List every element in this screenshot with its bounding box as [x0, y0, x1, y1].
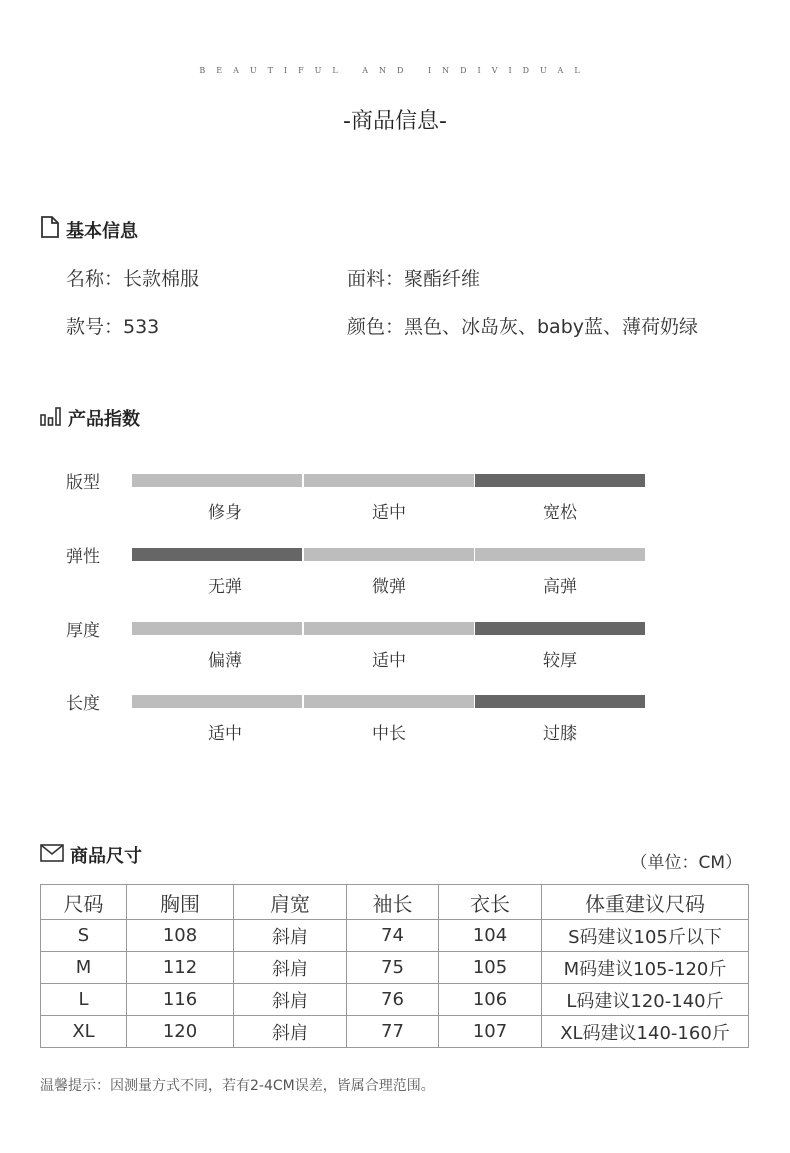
index-option-label: 高弹: [543, 577, 577, 597]
document-icon: [40, 216, 60, 243]
table-cell: M: [41, 952, 127, 984]
index-option-label: 过膝: [543, 724, 577, 744]
table-cell: S码建议105斤以下: [542, 920, 749, 952]
index-bar-segment: [475, 548, 645, 561]
product-name: 名称：长款棉服: [66, 268, 200, 290]
table-cell: 107: [439, 1016, 542, 1048]
header-cell: 体重建议尺码: [542, 885, 749, 920]
index-option-label: 修身: [208, 503, 242, 523]
size-table: [40, 884, 749, 1048]
index-bar-segment: [475, 474, 645, 487]
size-title: 商品尺寸: [70, 846, 142, 867]
size-table-header: [41, 885, 749, 920]
product-index-heading: [40, 405, 140, 431]
index-bar-segment: [304, 548, 474, 561]
table-cell: 106: [439, 984, 542, 1016]
table-cell: 斜肩: [234, 984, 347, 1016]
table-cell: XL码建议140-160斤: [542, 1016, 749, 1048]
table-cell: 116: [127, 984, 234, 1016]
table-row: [41, 952, 749, 984]
index-bar-segment: [475, 695, 645, 708]
product-fabric: 面料：聚酯纤维: [347, 268, 481, 290]
index-option-label: 无弹: [208, 577, 242, 597]
index-option-label: 适中: [208, 724, 242, 744]
index-option-label: 中长: [372, 724, 406, 744]
bar-chart-icon: [40, 406, 62, 431]
size-heading: [40, 842, 142, 868]
table-cell: L: [41, 984, 127, 1016]
tagline: BEAUTIFUL AND INDIVIDUAL: [199, 66, 591, 75]
basic-info-heading: [40, 216, 138, 243]
header-cell: 胸围: [127, 885, 234, 920]
table-row: [41, 1016, 749, 1048]
table-cell: XL: [41, 1016, 127, 1048]
index-bar-segment: [132, 474, 302, 487]
index-option-label: 适中: [372, 651, 406, 671]
envelope-icon: [40, 844, 64, 867]
table-cell: S: [41, 920, 127, 952]
table-cell: 77: [347, 1016, 439, 1048]
size-unit: （单位：CM）: [630, 853, 742, 873]
index-option-label: 宽松: [543, 503, 577, 523]
header-cell: 肩宽: [234, 885, 347, 920]
header-cell: 尺码: [41, 885, 127, 920]
basic-info-title: 基本信息: [66, 220, 138, 242]
index-bar-segment: [475, 622, 645, 635]
table-cell: 105: [439, 952, 542, 984]
index-label: 弹性: [66, 547, 100, 567]
product-style-no: 款号：533: [66, 316, 160, 338]
header-cell: 袖长: [347, 885, 439, 920]
table-row: [41, 920, 749, 952]
header-cell: 衣长: [439, 885, 542, 920]
index-bar-segment: [304, 622, 474, 635]
table-cell: 112: [127, 952, 234, 984]
index-bar-segment: [304, 695, 474, 708]
index-label: 版型: [66, 473, 100, 493]
table-cell: 108: [127, 920, 234, 952]
index-bar-segment: [132, 695, 302, 708]
index-bar-segment: [132, 548, 302, 561]
index-option-label: 适中: [372, 503, 406, 523]
table-cell: 斜肩: [234, 920, 347, 952]
index-label: 厚度: [66, 621, 100, 641]
table-cell: 76: [347, 984, 439, 1016]
table-cell: 斜肩: [234, 952, 347, 984]
table-cell: 120: [127, 1016, 234, 1048]
product-colors: 颜色：黑色、冰岛灰、baby蓝、薄荷奶绿: [347, 316, 699, 338]
table-cell: M码建议105-120斤: [542, 952, 749, 984]
table-row: [41, 984, 749, 1016]
index-option-label: 偏薄: [208, 651, 242, 671]
table-cell: 75: [347, 952, 439, 984]
table-cell: 104: [439, 920, 542, 952]
product-index-title: 产品指数: [68, 409, 140, 430]
index-option-label: 较厚: [543, 651, 577, 671]
index-option-label: 微弹: [372, 577, 406, 597]
index-bar-segment: [132, 622, 302, 635]
index-label: 长度: [66, 694, 100, 714]
table-cell: L码建议120-140斤: [542, 984, 749, 1016]
index-bar-segment: [304, 474, 474, 487]
table-cell: 74: [347, 920, 439, 952]
table-cell: 斜肩: [234, 1016, 347, 1048]
measurement-tip: 温馨提示：因测量方式不同，若有2-4CM误差，皆属合理范围。: [40, 1078, 435, 1094]
page-title: -商品信息-: [343, 109, 447, 134]
